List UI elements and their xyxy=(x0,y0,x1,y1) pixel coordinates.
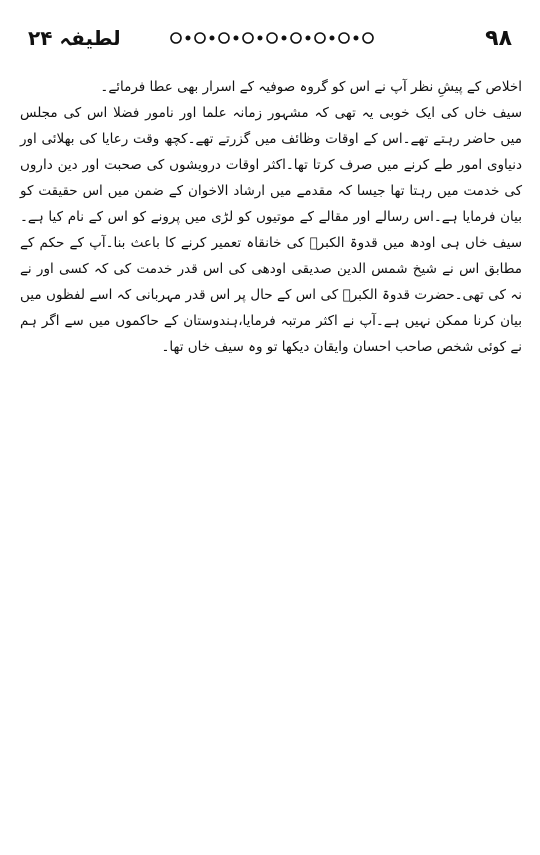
page-number: ۹۸ xyxy=(485,26,512,51)
page-header xyxy=(18,26,522,54)
section-title: لطیفہ ۲۴ xyxy=(28,26,121,50)
decorative-chain-ornament xyxy=(168,30,378,46)
paragraph: سیف خاں کی ایک خوبی یہ تھی کہ مشہور زمانہ علما اور نامور فضلا اس کی مجلس میں حاضر رہتے تھے۔اس کے اوقات وظائف میں گزرتے تھے۔کچھ وقت رعایا کی بھلائی اور دنیاوی امور طے کرنے میں صرف کرتا تھا۔اکثر اوقات درویشوں کی صحبت اور دین داروں کی خدمت میں رہتا تھا جیسا کہ مقدمے میں ارشاد الاخوان کے ضمن میں اس حقیقت کو بیان فرمایا ہے۔اس رسالے اور مقالے کے موتیوں کو لڑی میں پرونے کو اس کے نام کیا ہے۔سیف خاں ہی اودھ میں قدوۃ الکبرؒ کی خانقاہ تعمیر کرنے کا باعث بنا۔آپ کے حکم کے مطابق اس نے شیخ شمس الدین صدیقی اودھی کی اس قدر خدمت کی کہ کسی اور نے نہ کی تھی۔حضرت قدوۃ الکبرؒ کی اس کے حال پر اس قدر مہربانی کہ اسے لفظوں میں بیان کرنا ممکن نہیں ہے۔آپ نے اکثر مرتبہ فرمایا،ہندوستان کے حاکموں میں سے اگر ہم نے کوئی شخص صاحب احسان وایقان دیکھا تو وہ سیف خاں تھا۔ xyxy=(20,105,522,355)
body-text xyxy=(20,74,522,360)
paragraph: اخلاص کے پیشِ نظر آپ نے اس کو گروہ صوفیہ کے اسرار بھی عطا فرمائے۔ xyxy=(100,79,522,95)
